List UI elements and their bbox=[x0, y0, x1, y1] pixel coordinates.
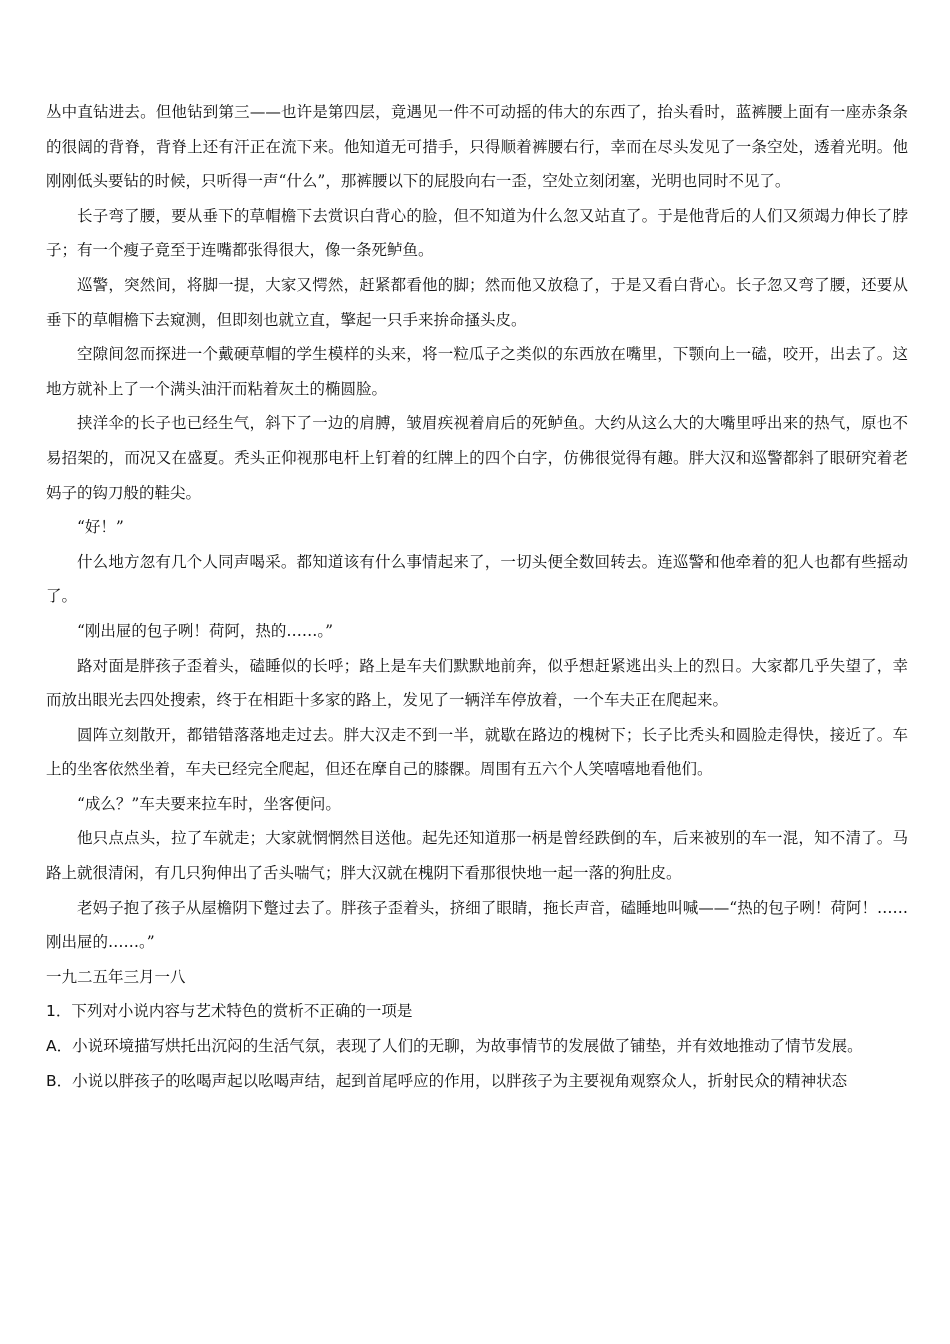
paragraph: 圆阵立刻散开，都错错落落地走过去。胖大汉走不到一半，就歇在路边的槐树下；长子比秃头和圆脸走得快，接近了。车上的坐客依然坐着，车夫已经完全爬起，但还在摩自己的膝髁。周围有五六个人笑嘻嘻地看他们。 bbox=[46, 725, 908, 779]
paragraph: 什么地方忽有几个人同声喝采。都知道该有什么事情起来了，一切头便全数回转去。连巡警和他牵着的犯人也都有些摇动了。 bbox=[46, 552, 908, 606]
paragraph: 老妈子抱了孩子从屋檐阴下蹩过去了。胖孩子歪着头，挤细了眼睛，拖长声音，磕睡地叫喊——“热的包子咧！荷阿！……刚出屉的……。” bbox=[46, 898, 908, 952]
paragraph: “刚出屉的包子咧！荷阿，热的……。” bbox=[77, 621, 334, 640]
paragraph: 挟洋伞的长子也已经生气，斜下了一边的肩膊，皱眉疾视着肩后的死鲈鱼。大约从这么大的大嘴里呼出来的热气，原也不易招架的，而况又在盛夏。秃头正仰视那电杆上钉着的红牌上的四个白字，仿佛很觉得有趣。胖大汉和巡警都斜了眼研究着老妈子的钩刀般的鞋尖。 bbox=[46, 414, 908, 502]
option-b: B．小说以胖孩子的吆喝声起以吆喝声结，起到首尾呼应的作用，以胖孩子为主要视角观察众人，折射民众的精神状态 bbox=[46, 1071, 848, 1090]
paragraph: 空隙间忽而探进一个戴硬草帽的学生模样的头来，将一粒瓜子之类似的东西放在嘴里，下颚向上一磕，咬开，出去了。这地方就补上了一个满头油汗而粘着灰土的椭圆脸。 bbox=[46, 345, 908, 398]
paragraph: 巡警，突然间，将脚一提，大家又愕然，赶紧都看他的脚；然而他又放稳了，于是又看白背心。长子忽又弯了腰，还要从垂下的草帽檐下去窥测，但即刻也就立直，擎起一只手来拚命搔头皮。 bbox=[46, 275, 908, 329]
paragraph: 丛中直钻进去。但他钻到第三——也许是第四层，竟遇见一件不可动摇的伟大的东西了，抬头看时，蓝裤腰上面有一座赤条条的很阔的背脊，背脊上还有汗正在流下来。他知道无可措手，只得顺着裤腰右行，幸而在尽头发见了一条空处，透着光明。他刚刚低头要钻的时候，只听得一声“什么”，那裤腰以下的屁股向右一歪，空处立刻闭塞，光明也同时不见了。 bbox=[46, 103, 908, 191]
paragraph: 长子弯了腰，要从垂下的草帽檐下去赏识白背心的脸，但不知道为什么忽又站直了。于是他背后的人们又须竭力伸长了脖子；有一个瘦子竟至于连嘴都张得很大，像一条死鲈鱼。 bbox=[46, 206, 908, 260]
paragraph: 他只点点头，拉了车就走；大家就惘惘然目送他。起先还知道那一柄是曾经跌倒的车，后来被别的车一混，知不清了。马路上就很清闲，有几只狗伸出了舌头喘气；胖大汉就在槐阴下看那很快地一起一落的狗肚皮。 bbox=[46, 829, 908, 883]
option-a: A．小说环境描写烘托出沉闷的生活气氛，表现了人们的无聊，为故事情节的发展做了铺垫，并有效地推动了情节发展。 bbox=[46, 1037, 863, 1056]
paragraph: “好！” bbox=[77, 518, 124, 537]
document-page bbox=[46, 95, 908, 1098]
question-stem: 1．下列对小说内容与艺术特色的赏析不正确的一项是 bbox=[46, 1002, 413, 1021]
date-line: 一九二五年三月一八 bbox=[46, 967, 186, 986]
paragraph: “成么？”车夫要来拉车时，坐客便问。 bbox=[77, 794, 341, 813]
paragraph: 路对面是胖孩子歪着头，磕睡似的长呼；路上是车夫们默默地前奔，似乎想赶紧逃出头上的烈日。大家都几乎失望了，幸而放出眼光去四处搜索，终于在相距十多家的路上，发见了一辆洋车停放着，一个车夫正在爬起来。 bbox=[46, 656, 908, 710]
